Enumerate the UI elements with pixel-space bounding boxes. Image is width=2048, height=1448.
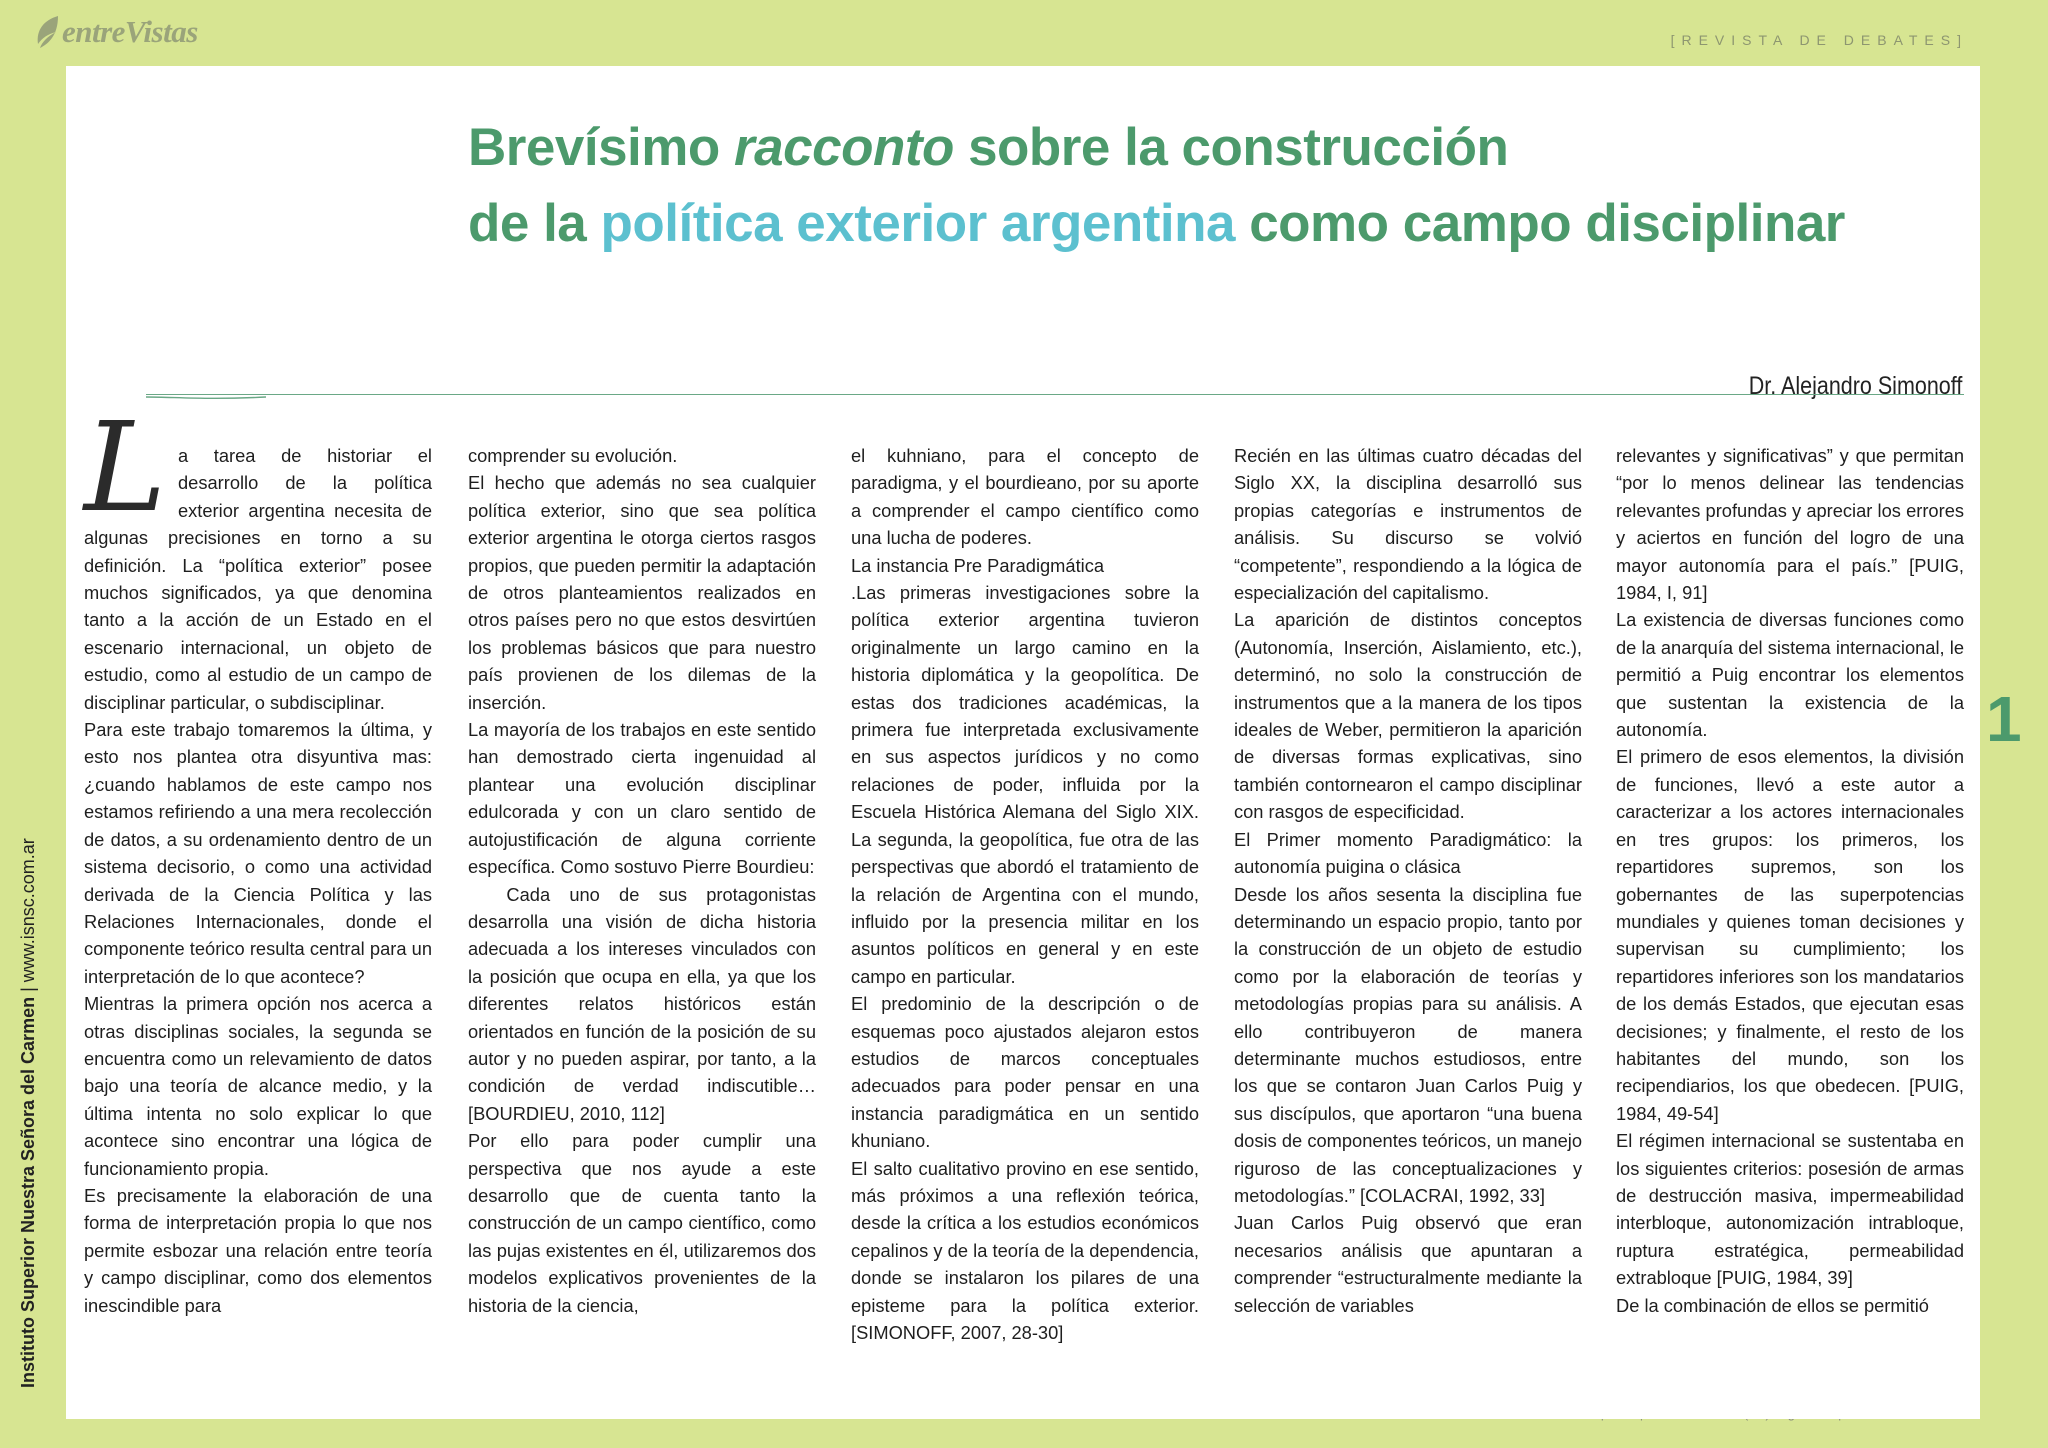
paragraph: relevantes y significativas” y que permitan “por lo menos delinear las tendencias relevantes profundas y apreciar los errores y aciertos en función del logro de una mayor autonomía para el país.” [PUIG, 1984, I, 91] [1616, 445, 1964, 604]
section-heading: El Primer momento Paradigmático: la autonomía puigina o clásica [1234, 828, 1582, 878]
paragraph: El salto cualitativo provino en ese sentido, más próximos a una reflexión teórica, desde la crítica a los estudios económicos cepalinos y de la teoría de la dependencia, donde se instalaron los pilares de una episteme para la política exterior. [SIMONOFF, 2007, 28-30] [851, 1157, 1199, 1343]
title-line-1: Brevísimo racconto sobre la construcción [468, 118, 1509, 177]
page-number: 1 [1986, 683, 2022, 755]
paragraph: La existencia de diversas funciones como de la anarquía del sistema internacional, le permitió a Puig encontrar los elementos que sustentan la existencia de la autonomía. [1616, 609, 1964, 741]
paragraph: El predominio de la descripción o de esquemas poco ajustados alejaron estos estudios de marcos conceptuales adecuados para poder pensar en una instancia paradigmática en un sentido khuniano. [851, 993, 1199, 1152]
paragraph: Desde los años sesenta la disciplina fue determinando un espacio propio, tanto por la construcción de un objeto de estudio como por la elaboración de teorías y metodologías propias para su análisis. A ello contribuyeron de manera determinante muchos estudiosos, entre los que se contaron Juan Carlos Puig y sus discípulos, que aportaron “una buena dosis de componentes teóricos, un manejo riguroso de las conceptualizaciones y metodologías.” [COLACRAI, 1992, 33] [1234, 883, 1582, 1206]
section-heading: La instancia Pre Paradigmática [851, 554, 1105, 576]
text-column-2 [468, 442, 822, 1448]
logo-text: entreVistas [62, 14, 198, 49]
author-name: Dr. Alejandro Simonoff [1748, 372, 1962, 400]
title-italic-word: racconto [734, 118, 954, 177]
paragraph: Juan Carlos Puig observó que eran necesarios análisis que apuntaran a comprender “estructuralmente mediante la selección de variables [1234, 1212, 1582, 1316]
magazine-logo [34, 14, 198, 50]
paragraph: El primero de esos elementos, la división de funciones, llevó a este autor a caracterizar a los actores internacionales en tres grupos: los primeros, los repartidores supremos, son los gobernantes de las superpotencias mundiales y quienes toman decisiones y supervisan su cumplimiento; los repartidores inferiores son los mandatarios de los demás Estados, que ejecutan esas decisiones; y finalmente, el resto de los habitantes del mundo, son los recipendiarios, los que obedecen. [PUIG, 1984, 49-54] [1616, 746, 1964, 1124]
title-line-2: de la política exterior argentina como campo disciplinar [468, 194, 1845, 253]
leaf-icon [34, 14, 60, 50]
institute-url[interactable]: | www.isnsc.com.ar [18, 838, 38, 997]
paragraph: La mayoría de los trabajos en este sentido han demostrado cierta ingenuidad al plantear una evolución disciplinar edulcorada y con un claro sentido de autojustificación de alguna corriente específica. Como sostuvo Pierre Bourdieu: [468, 719, 816, 878]
text-column-3 [851, 442, 1199, 1448]
paragraph: Recién en las últimas cuatro décadas del Siglo XX, la disciplina desarrolló sus propias categorías e instrumentos de análisis. Su discurso se volvió “competente”, respondiendo a la lógica de especialización del capitalismo. [1234, 445, 1582, 604]
institute-side-label [18, 838, 39, 1388]
paragraph: a tarea de historiar el desarrollo de la política exterior argentina necesita de algunas precisiones en torno a su definición. La “política exterior” posee muchos significados, ya que denomina tanto a la acción de un Estado en el escenario internacional, un objeto de estudio, como al estudio de un campo de disciplinar particular, o subdisciplinar. [84, 445, 432, 713]
paragraph: El hecho que además no sea cualquier política exterior, sino que sea política exterior argentina le otorga ciertos rasgos propios, que pueden permitir la adaptación de otros planteamientos realizados en otros países pero no que estos desvirtúen los problemas básicos que para nuestro país provienen de los dilemas de la inserción. [468, 472, 816, 713]
drop-cap: L [83, 396, 167, 540]
paragraph: La aparición de distintos conceptos (Autonomía, Inserción, Aislamiento, etc.), determinó, no solo la construcción de instrumentos que a la manera de los tipos ideales de Weber, permitieron la aparición de diversas formas explicativas, sino también contornearon el campo disciplinar con rasgos de especificidad. [1234, 609, 1582, 823]
paragraph: Para este trabajo tomaremos la última, y esto nos plantea otra disyuntiva mas: ¿cuando hablamos de este campo nos estamos refiriendo a una mera recolección de datos, a su ordenamiento dentro de un sistema decisorio, o como una actividad derivada de la Ciencia Política y las Relaciones Internacionales, donde el componente teórico resulta central para un interpretación de lo que acontece? [84, 719, 432, 987]
title-divider [146, 394, 1964, 395]
quote-paragraph: Cada uno de sus protagonistas desarrolla una visión de dicha historia adecuada a los intereses vinculados con la posición que ocupa en ella, ya que los diferentes relatos históricos están orientados en función de la posición de su autor y no pueden aspirar, por tanto, a la condición de verdad indiscutible… [BOURDIEU, 2010, 112] [468, 883, 822, 1124]
article-page [66, 66, 1980, 1419]
paragraph: De la combinación de ellos se permitió [1616, 1294, 1929, 1316]
text-column-5 [1616, 442, 1964, 1448]
paragraph: Mientras la primera opción nos acerca a otras disciplinas sociales, la segunda se encuentra como un relevamiento de datos bajo una teoría de alcance medio, y la última intenta no solo explicar lo que acontece sino encontrar una lógica de funcionamiento propia. [84, 993, 432, 1179]
title-accent-phrase: política exterior argentina [600, 194, 1235, 253]
text-column-4 [1234, 442, 1582, 1448]
paragraph: El régimen internacional se sustentaba en los siguientes criterios: posesión de armas de destrucción masiva, impermeabilidad interbloque, autonomización intrabloque, ruptura estratégica, permeabilidad extrabloque [PUIG, 1984, 39] [1616, 1130, 1964, 1289]
article-title [468, 110, 1845, 262]
text-column-1 [83, 396, 432, 1448]
section-label: [REVISTA DE DEBATES] [1670, 32, 1968, 48]
paragraph: Por ello para poder cumplir una perspectiva que nos ayude a este desarrollo que de cuenta tanto la construcción de un campo científico, como las pujas existentes en él, utilizaremos dos modelos explicativos provenientes de la historia de la ciencia, [468, 1130, 816, 1316]
institute-name: Instituto Superior Nuestra Señora del Carmen [18, 996, 38, 1388]
paragraph: Es precisamente la elaboración de una forma de interpretación propia lo que nos permite esbozar una relación entre teoría y campo disciplinar, como dos elementos inescindible para [84, 1184, 432, 1316]
paragraph: el kuhniano, para el concepto de paradigma, y el bourdieano, por su aporte a comprender el campo científico como una lucha de poderes. [851, 445, 1199, 549]
paragraph: comprender su evolución. [468, 445, 678, 466]
paragraph: .Las primeras investigaciones sobre la política exterior argentina tuvieron originalmente un largo camino en la historia diplomática y la geopolítica. De estas dos tradiciones académicas, la primera fue interpretada exclusivamente en sus aspectos jurídicos y no como relaciones de poder, influida por la Escuela Histórica Alemana del Siglo XIX. La segunda, la geopolítica, fue otra de las perspectivas que abordó el tratamiento de la relación de Argentina con el mundo, influido por la presencia militar en los asuntos políticos en general y en este campo en particular. [851, 582, 1199, 987]
